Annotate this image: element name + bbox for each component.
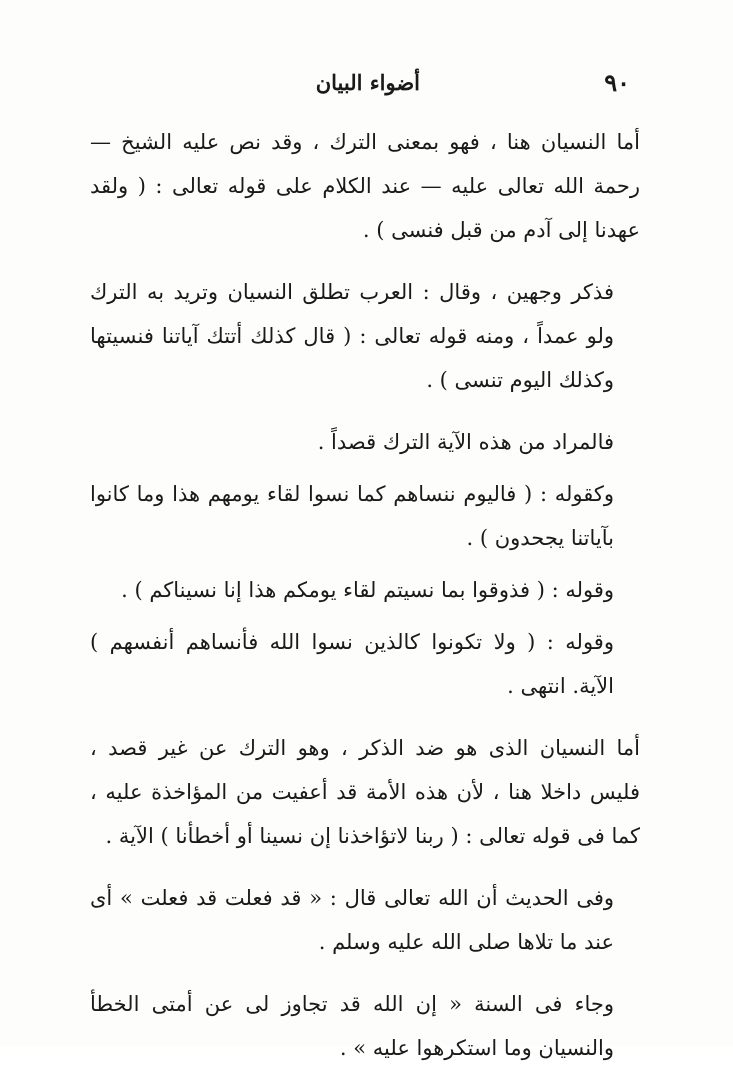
paragraph: أما النسيان الذى هو ضد الذكر ، وهو الترك عن غير قصد ، فليس داخلا هنا ، لأن هذه الأمة قد أعفيت من المؤاخذة عليه ، كما فى قوله تعالى : ( ربنا لاتؤاخذنا إن نسينا أو أخطأنا ) الآية . xyxy=(90,736,640,848)
paragraph: وجاء فى السنة « إن الله قد تجاوز لى عن أمتى الخطأ والنسيان وما استكرهوا عليه » . xyxy=(90,992,614,1060)
paragraph: أما النسيان هنا ، فهو بمعنى الترك ، وقد نص عليه الشيخ — رحمة الله تعالى عليه — عند الكلام على قوله تعالى : ( ولقد عهدنا إلى آدم من قبل فنسى ) . xyxy=(90,130,640,242)
paragraph: فذكر وجهين ، وقال : العرب تطلق النسيان وتريد به الترك ولو عمداً ، ومنه قوله تعالى : ( قال كذلك أتتك آياتنا فنسيتها وكذلك اليوم تنسى ) . xyxy=(90,280,614,392)
paragraph: وكقوله : ( فاليوم ننساهم كما نسوا لقاء يومهم هذا وما كانوا بآياتنا يجحدون ) . xyxy=(90,482,614,550)
page-number: ٩٠ xyxy=(604,68,630,97)
paragraph: وقوله : ( فذوقوا بما نسيتم لقاء يومكم هذا إنا نسيناكم ) . xyxy=(121,578,614,602)
paragraph: وفى الحديث أن الله تعالى قال : « قد فعلت قد فعلت » أى عند ما تلاها صلى الله عليه وسلم . xyxy=(90,886,614,954)
running-title: أضواء البيان xyxy=(315,70,420,95)
paragraph: وقوله : ( ولا تكونوا كالذين نسوا الله فأنساهم أنفسهم ) الآية. انتهى . xyxy=(90,630,614,698)
body-text xyxy=(90,120,640,1088)
paragraph: فالمراد من هذه الآية الترك قصداً . xyxy=(317,430,614,454)
page-header xyxy=(90,68,630,108)
